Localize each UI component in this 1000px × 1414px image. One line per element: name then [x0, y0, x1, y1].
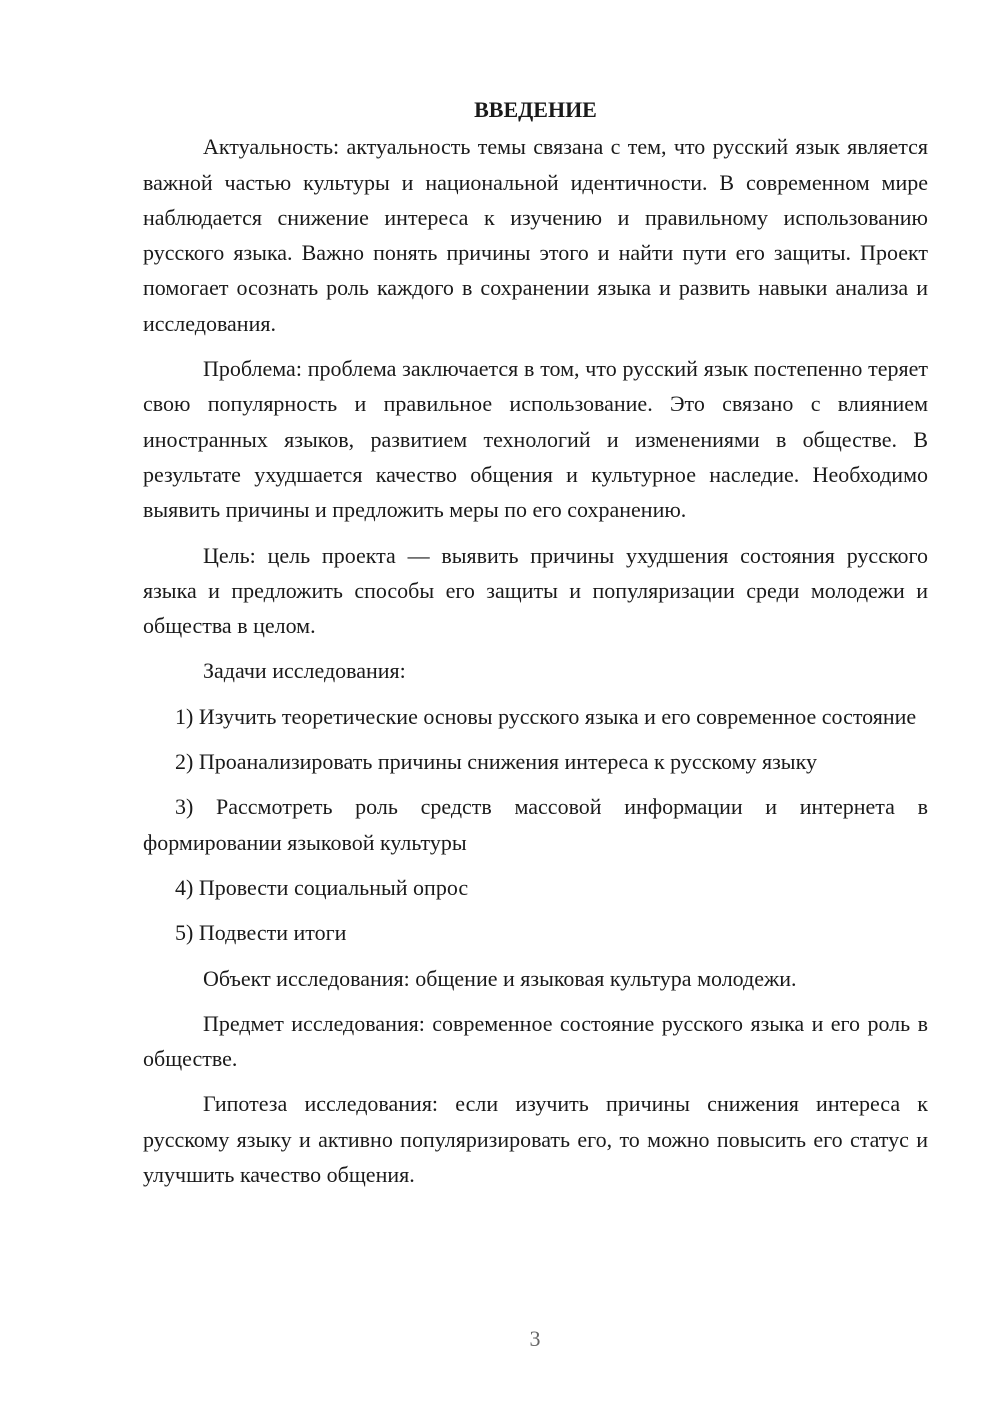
paragraph-subject: Предмет исследования: современное состояние русского языка и его роль в обществе. — [143, 1010, 928, 1072]
section-title: ВВЕДЕНИЕ — [474, 97, 597, 122]
paragraph-object: Объект исследования: общение и языковая культура молодежи. — [203, 965, 797, 991]
paragraph-problem: Проблема: проблема заключается в том, что русский язык постепенно теряет свою популярность и правильное использование. Это связано с влиянием иностранных языков, развитием технологий и изменениями в обществе. В результате ухудшается качество общения и культурное наследие. Необходимо выявить причины и предложить меры по его сохранению. — [143, 356, 928, 523]
paragraph-relevance: Актуальность: актуальность темы связана с тем, что русский язык является важной частью культуры и национальной идентичности. В современном мире наблюдается снижение интереса к изучению и правильному использованию русского языка. Важно понять причины этого и найти пути его защиты. Проект помогает осознать роль каждого в сохранении языка и развить навыки анализа и исследования. — [143, 134, 928, 336]
document-page — [143, 92, 928, 1202]
page-number: 3 — [529, 1326, 541, 1351]
paragraph-goal: Цель: цель проекта — выявить причины ухудшения состояния русского языка и предложить способы его защиты и популяризации среди молодежи и общества в целом. — [143, 542, 928, 639]
task-item-3: 3) Рассмотреть роль средств массовой информации и интернета в формировании языковой культуры — [143, 794, 928, 855]
paragraph-tasks-heading: Задачи исследования: — [203, 658, 406, 684]
task-item-2: 2) Проанализировать причины снижения интереса к русскому языку — [175, 749, 817, 775]
task-item-1: 1) Изучить теоретические основы русского языка и его современное состояние — [175, 703, 917, 729]
task-item-4: 4) Провести социальный опрос — [175, 874, 469, 900]
task-item-5: 5) Подвести итоги — [175, 920, 347, 946]
paragraph-hypothesis: Гипотеза исследования: если изучить причины снижения интереса к русскому языку и активно популяризировать его, то можно повысить его статус и улучшить качество общения. — [143, 1091, 928, 1188]
